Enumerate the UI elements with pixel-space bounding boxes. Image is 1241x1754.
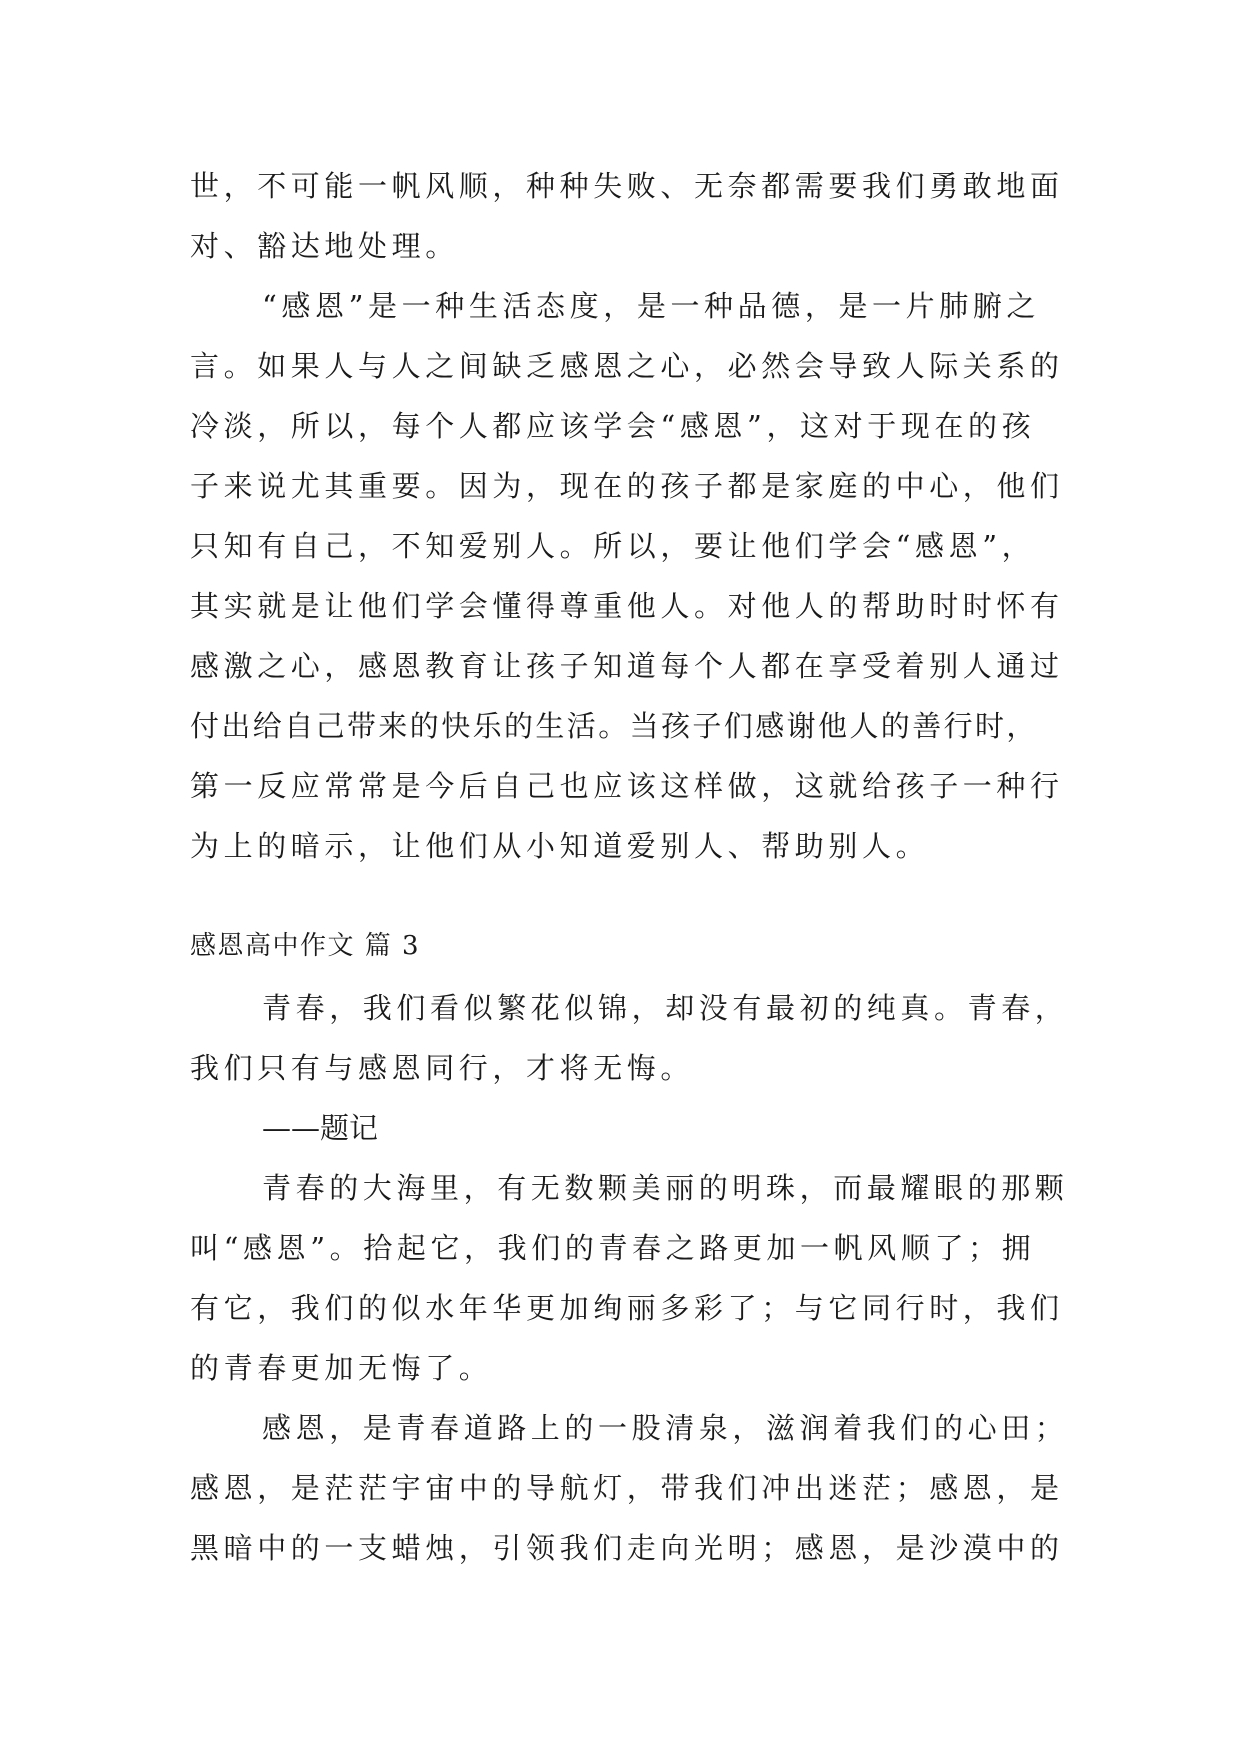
text-line: 黑暗中的一支蜡烛，引领我们走向光明；感恩，是沙漠中的 (190, 1531, 1064, 1565)
text-line: 对、豁达地处理。 (190, 229, 459, 263)
text-line: 感恩，是青春道路上的一股清泉，滋润着我们的心田； (262, 1411, 1069, 1445)
text-line: 叫“感恩”。拾起它，我们的青春之路更加一帆风顺了；拥 (190, 1231, 1036, 1265)
text-line: “感恩”是一种生活态度，是一种品德，是一片肺腑之 (262, 289, 1041, 323)
text-line: 第一反应常常是今后自己也应该这样做，这就给孩子一种行 (190, 769, 1064, 803)
text-line: 青春的大海里，有无数颗美丽的明珠，而最耀眼的那颗 (262, 1171, 1069, 1205)
text-line: 其实就是让他们学会懂得尊重他人。对他人的帮助时时怀有 (190, 589, 1064, 623)
text-line: 子来说尤其重要。因为，现在的孩子都是家庭的中心，他们 (190, 469, 1064, 503)
text-line: 的青春更加无悔了。 (190, 1351, 493, 1385)
section-heading: 感恩高中作文 篇 3 (190, 931, 421, 961)
epigraph: ——题记 (262, 1111, 379, 1145)
text-line: 言。如果人与人之间缺乏感恩之心，必然会导致人际关系的 (190, 349, 1064, 383)
text-line: 感激之心，感恩教育让孩子知道每个人都在享受着别人通过 (190, 649, 1064, 683)
text-line: 付出给自己带来的快乐的生活。当孩子们感谢他人的善行时， (190, 709, 1038, 743)
text-line: 我们只有与感恩同行，才将无悔。 (190, 1051, 695, 1085)
text-line: 有它，我们的似水年华更加绚丽多彩了；与它同行时，我们 (190, 1291, 1064, 1325)
text-line: 为上的暗示，让他们从小知道爱别人、帮助别人。 (190, 829, 930, 863)
text-line: 冷淡，所以，每个人都应该学会“感恩”，这对于现在的孩 (190, 409, 1036, 443)
text-line: 世，不可能一帆风顺，种种失败、无奈都需要我们勇敢地面 (190, 169, 1064, 203)
text-line: 青春，我们看似繁花似锦，却没有最初的纯真。青春， (262, 991, 1069, 1025)
text-line: 只知有自己，不知爱别人。所以，要让他们学会“感恩”， (190, 529, 1036, 563)
text-line: 感恩，是茫茫宇宙中的导航灯，带我们冲出迷茫；感恩，是 (190, 1471, 1064, 1505)
